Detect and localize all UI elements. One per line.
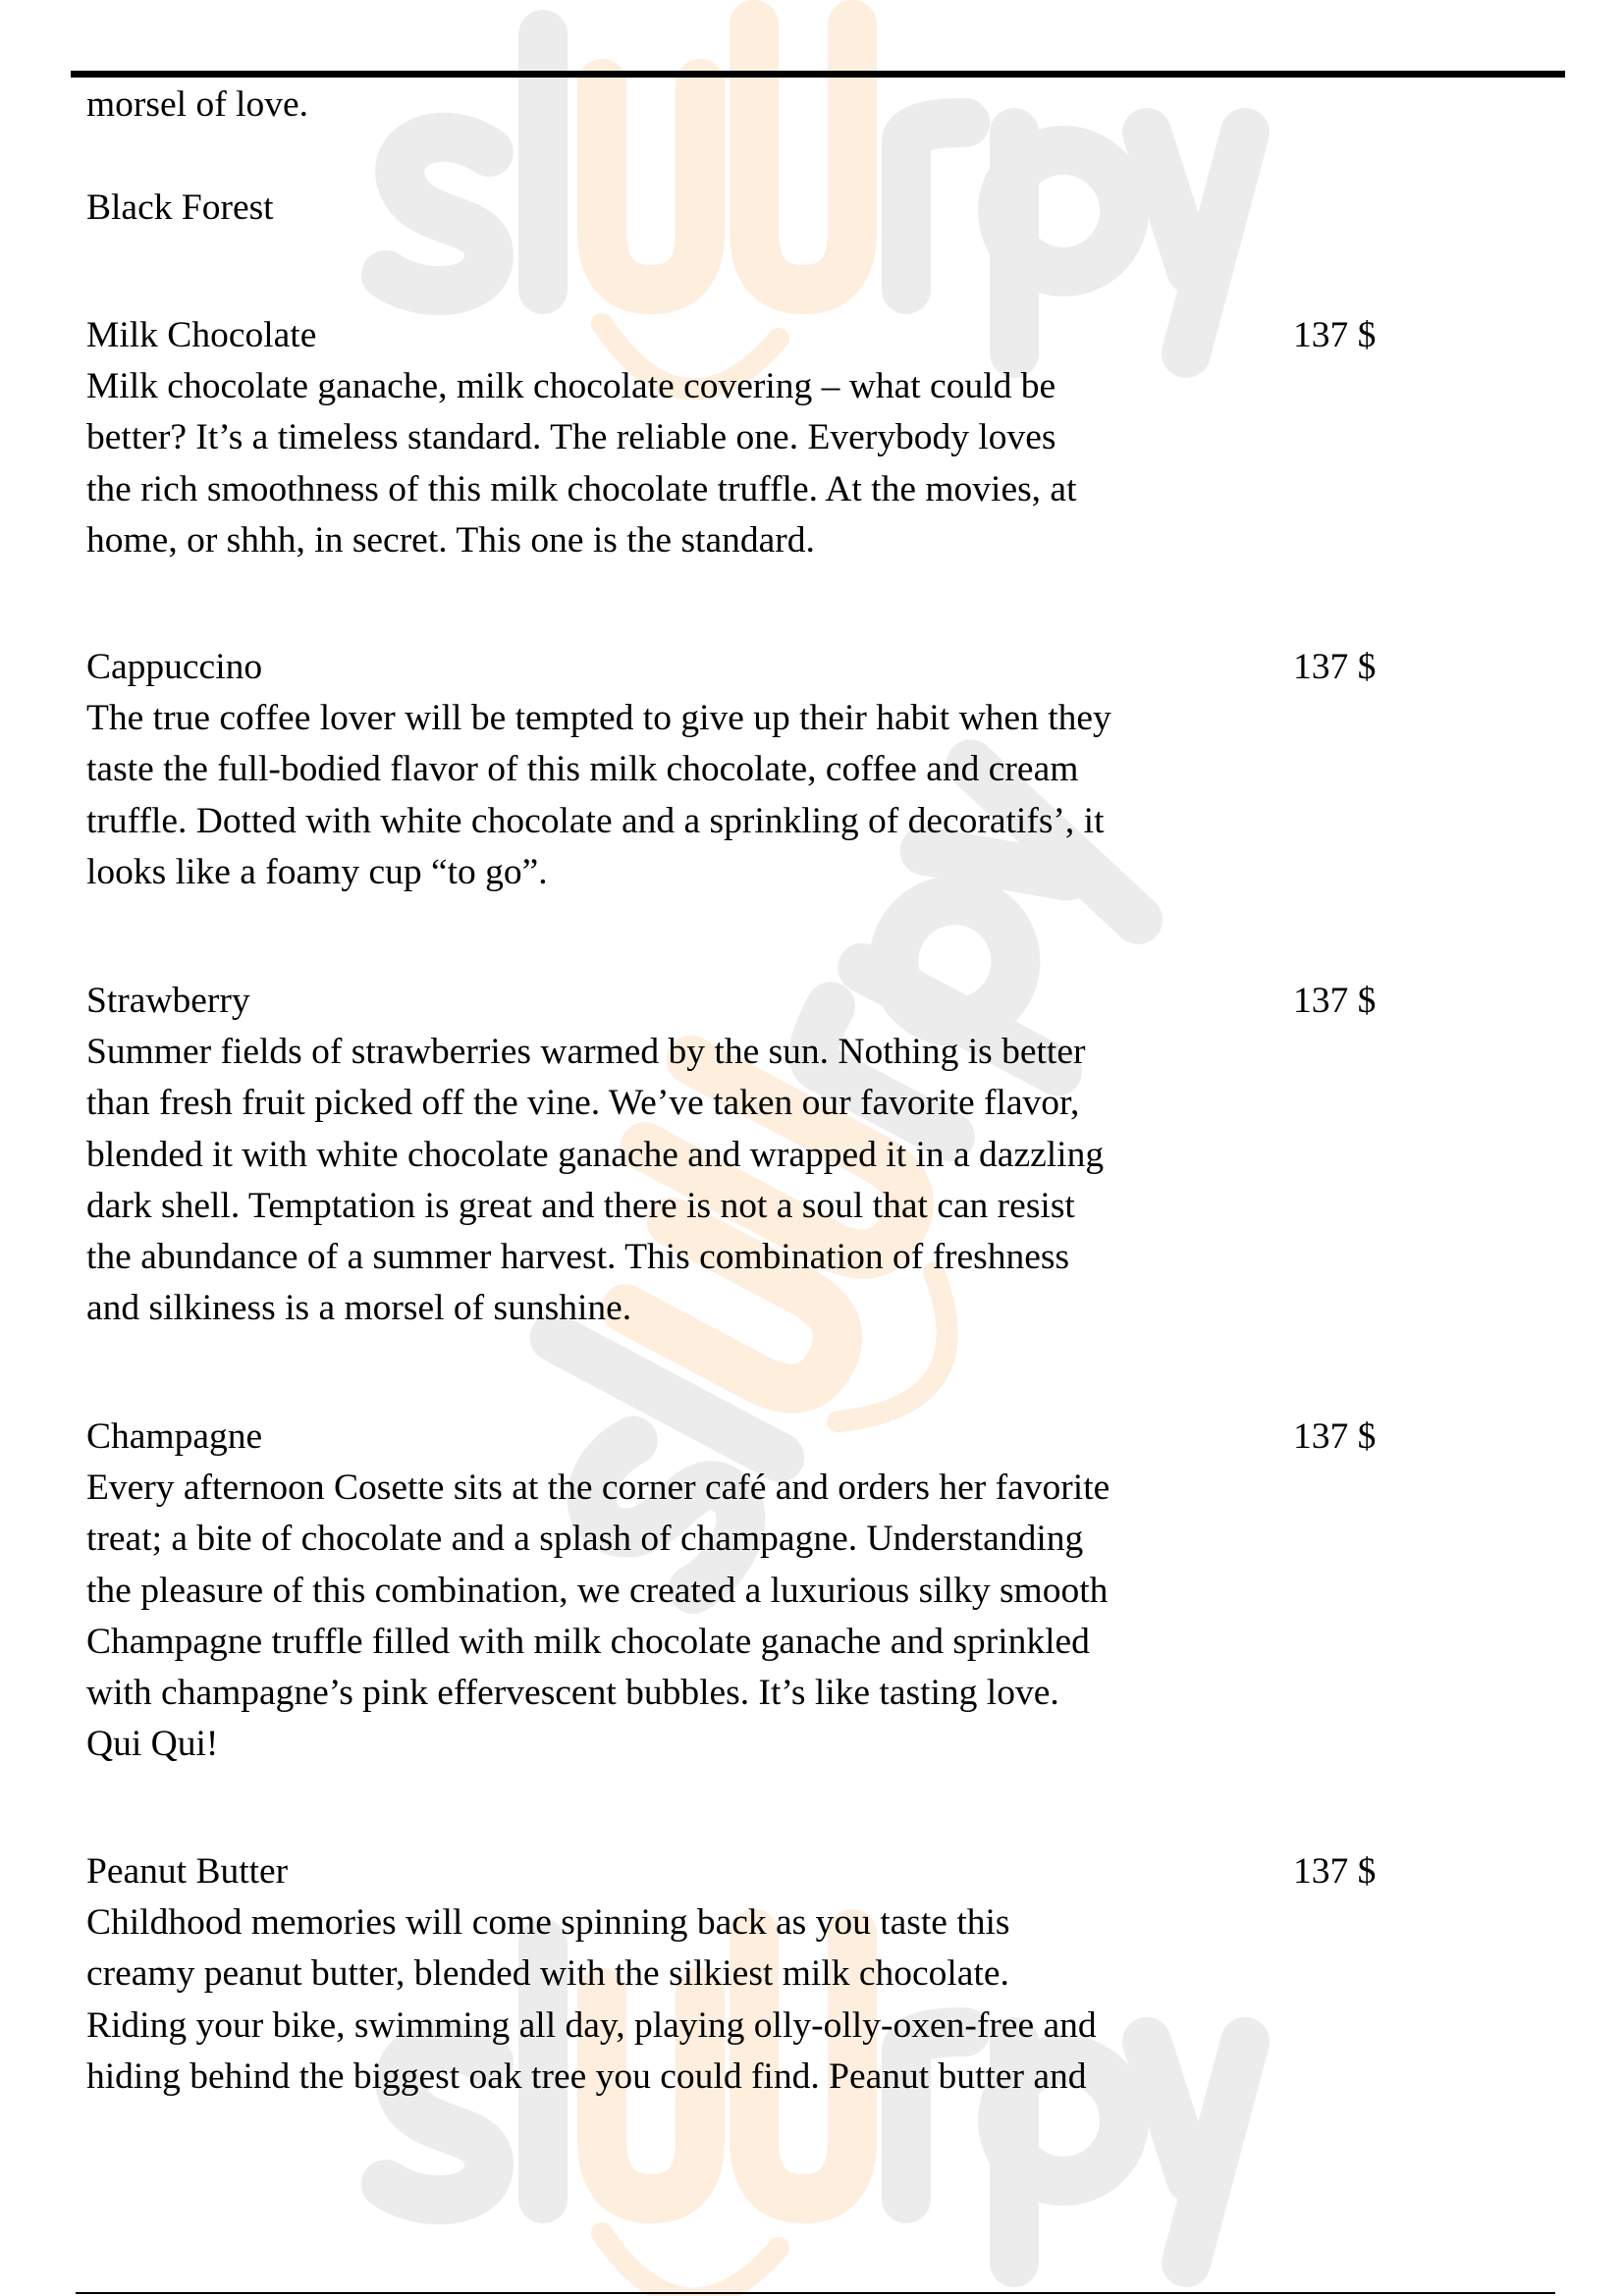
menu-item-description-line: the pleasure of this combination, we created a luxurious silky smooth (86, 1570, 1109, 1611)
menu-item-name: Champagne (86, 1416, 263, 1457)
menu-item-description-line: blended it with white chocolate ganache and wrapped it in a dazzling (86, 1134, 1105, 1175)
menu-item (86, 1846, 1097, 2103)
menu-item-description-line: home, or shhh, in secret. This one is the standard. (86, 519, 815, 561)
menu-item-description-line: dark shell. Temptation is great and there is not a soul that can resist (86, 1185, 1075, 1226)
menu-item-description-line: looks like a foamy cup “to go”. (86, 851, 548, 892)
menu-item-description-line: truffle. Dotted with white chocolate and a sprinkling of decoratifs’, it (86, 800, 1105, 841)
menu-item-price: 137 $ (1293, 647, 1377, 687)
menu-item-description-line: Champagne truffle filled with milk chocolate ganache and sprinkled (86, 1621, 1090, 1662)
menu-item (86, 1412, 1110, 1770)
menu-item (86, 642, 1111, 898)
menu-item-price: 137 $ (1293, 315, 1377, 355)
bottom-rule (76, 2292, 1555, 2294)
continued-text-line: morsel of love. (86, 84, 308, 125)
menu-item-description-line: Qui Qui! (86, 1724, 219, 1765)
section-heading-black-forest (86, 183, 274, 234)
menu-item-description-line: treat; a bite of chocolate and a splash of champagne. Understanding (86, 1519, 1084, 1560)
menu-item-name: Cappuccino (86, 647, 263, 687)
menu-item-description-line: Riding your bike, swimming all day, playing olly-olly-oxen-free and (86, 2004, 1097, 2046)
menu-item-name: Milk Chocolate (86, 315, 317, 355)
menu-item-description-line: the rich smoothness of this milk chocolate truffle. At the movies, at (86, 468, 1077, 509)
menu-item-description-line: Childhood memories will come spinning back as you taste this (86, 1902, 1010, 1944)
menu-item-description-line: hiding behind the biggest oak tree you could find. Peanut butter and (86, 2056, 1087, 2097)
menu-item-description-line: better? It’s a timeless standard. The reliable one. Everybody loves (86, 417, 1056, 458)
menu-item-description-line: creamy peanut butter, blended with the silkiest milk chocolate. (86, 1953, 1009, 1995)
menu-item-description-line: Summer fields of strawberries warmed by the sun. Nothing is better (86, 1032, 1086, 1073)
menu-item-name: Peanut Butter (86, 1851, 289, 1892)
menu-item-description-line: Every afternoon Cosette sits at the corner café and orders her favorite (86, 1468, 1110, 1509)
menu-item-description-line: and silkiness is a morsel of sunshine. (86, 1288, 632, 1329)
menu-item-description-line: with champagne’s pink effervescent bubbles. It’s like tasting love. (86, 1673, 1059, 1714)
menu-item-description-line: the abundance of a summer harvest. This combination of freshness (86, 1237, 1070, 1278)
continued-text (86, 80, 308, 131)
menu-item (86, 976, 1104, 1334)
menu-item-price: 137 $ (1293, 1851, 1377, 1892)
menu-item-price: 137 $ (1293, 981, 1377, 1021)
menu-item (86, 310, 1077, 566)
menu-item-description-line: taste the full-bodied flavor of this milk chocolate, coffee and cream (86, 749, 1079, 790)
menu-item-price: 137 $ (1293, 1416, 1377, 1457)
section-heading: Black Forest (86, 187, 274, 228)
top-rule (71, 71, 1565, 78)
menu-item-description-line: Milk chocolate ganache, milk chocolate covering – what could be (86, 366, 1056, 407)
menu-item-description-line: The true coffee lover will be tempted to give up their habit when they (86, 698, 1111, 739)
menu-item-name: Strawberry (86, 981, 250, 1021)
menu-item-description-line: than fresh fruit picked off the vine. We’ve taken our favorite flavor, (86, 1083, 1080, 1124)
